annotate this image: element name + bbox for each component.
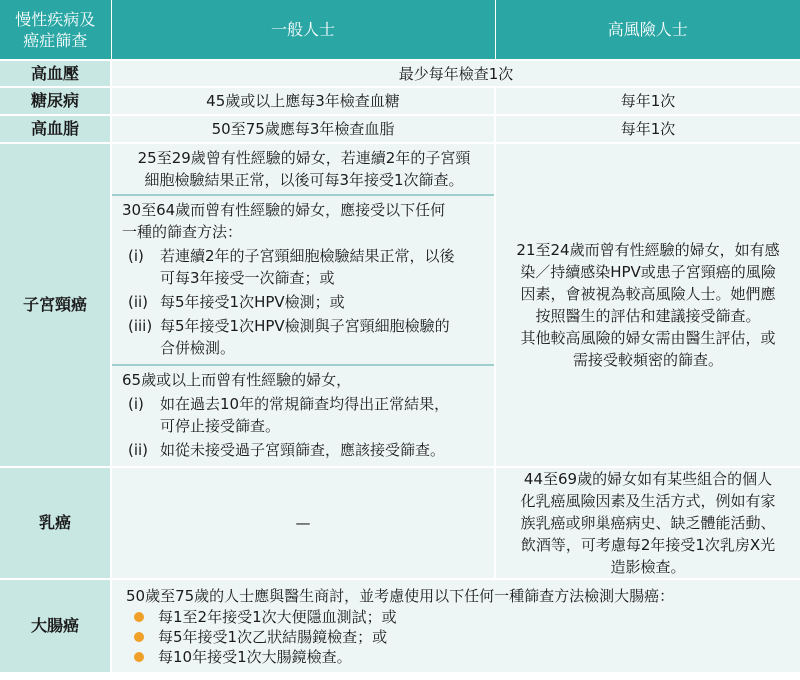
bullet-text: 每10年接受1次大腸鏡檢查。 bbox=[158, 648, 352, 666]
text-line: 可停止接受篩查。 bbox=[160, 417, 281, 435]
header-category-line2: 癌症篩查 bbox=[23, 30, 88, 50]
text-line: 25至29歲曾有性經驗的婦女，若連續2年的子宮頸 bbox=[137, 149, 471, 167]
text-line: 如在過去10年的常規篩查均得出正常結果， bbox=[160, 395, 450, 413]
row-diabetes bbox=[0, 87, 800, 115]
list-item bbox=[126, 627, 792, 647]
list-item bbox=[122, 439, 486, 461]
text-line: 每5年接受1次HPV檢測；或 bbox=[160, 293, 345, 311]
text-line: 需接受較頻密的篩查。 bbox=[572, 351, 723, 369]
text-line: 因素，會被視為較高風險人士。她們應 bbox=[520, 285, 776, 303]
text-line: 飲酒等，可考慮每2年接受1次乳房X光 bbox=[520, 536, 776, 554]
row-hypertension bbox=[0, 60, 800, 87]
list-item bbox=[122, 315, 486, 359]
bullet-icon bbox=[134, 652, 144, 662]
lipids-general: 50至75歲應每3年檢查血脂 bbox=[111, 115, 495, 143]
breast-general: — bbox=[111, 467, 495, 579]
header-row bbox=[0, 0, 800, 60]
text-line: 一種的篩查方法： bbox=[122, 223, 243, 241]
text-line: 65歲或以上而曾有性經驗的婦女， bbox=[122, 371, 352, 389]
header-category-line1: 慢性疾病及 bbox=[15, 9, 96, 29]
row-label: 大腸癌 bbox=[0, 579, 111, 672]
bullet-icon bbox=[134, 612, 144, 622]
lipids-high: 每年1次 bbox=[495, 115, 800, 143]
header-category bbox=[0, 0, 111, 60]
cervical-high bbox=[495, 143, 800, 467]
row-cervical bbox=[0, 143, 800, 467]
breast-high bbox=[495, 467, 800, 579]
diabetes-general: 45歲或以上應每3年檢查血糖 bbox=[111, 87, 495, 115]
hypertension-both: 最少每年檢查1次 bbox=[111, 60, 800, 87]
text-line: 造影檢查。 bbox=[610, 558, 686, 576]
text-line: 如從未接受過子宮頸篩查，應該接受篩查。 bbox=[160, 441, 446, 459]
text-line: 可每3年接受一次篩查；或 bbox=[160, 269, 335, 287]
cervical-block-65-plus bbox=[112, 366, 494, 466]
cervical-block-30-64 bbox=[112, 196, 494, 366]
row-colorectal bbox=[0, 579, 800, 672]
list-item bbox=[122, 393, 486, 437]
row-label: 子宮頸癌 bbox=[0, 143, 111, 467]
header-high-risk: 高風險人士 bbox=[495, 0, 800, 60]
text-line: 若連續2年的子宮頸細胞檢驗結果正常，以後 bbox=[160, 247, 455, 265]
row-label: 乳癌 bbox=[0, 467, 111, 579]
colorectal-both bbox=[111, 579, 800, 672]
text-line: 21至24歲而曾有性經驗的婦女，如有感 bbox=[516, 241, 780, 259]
row-breast bbox=[0, 467, 800, 579]
text-line: 合併檢測。 bbox=[160, 339, 236, 357]
list-number: (ii) bbox=[128, 293, 149, 311]
list-number: (i) bbox=[128, 395, 144, 413]
cervical-general bbox=[111, 143, 495, 467]
list-item bbox=[122, 245, 486, 289]
row-label: 高血脂 bbox=[0, 115, 111, 143]
list-number: (ii) bbox=[128, 441, 149, 459]
row-label: 糖尿病 bbox=[0, 87, 111, 115]
list-number: (iii) bbox=[128, 317, 153, 335]
list-item bbox=[126, 647, 792, 667]
text-line: 族乳癌或卵巢癌病史、缺乏體能活動、 bbox=[520, 514, 776, 532]
diabetes-high: 每年1次 bbox=[495, 87, 800, 115]
text-line: 化乳癌風險因素及生活方式，例如有家 bbox=[520, 492, 776, 510]
bullet-icon bbox=[134, 632, 144, 642]
text-line: 每5年接受1次HPV檢測與子宮頸細胞檢驗的 bbox=[160, 317, 450, 335]
text-line: 30至64歲而曾有性經驗的婦女，應接受以下任何 bbox=[122, 201, 446, 219]
text-line: 其他較高風險的婦女需由醫生評估，或 bbox=[520, 329, 776, 347]
text-line: 44至69歲的婦女如有某些組合的個人 bbox=[523, 470, 773, 488]
list-number: (i) bbox=[128, 247, 144, 265]
colorectal-intro: 50歲至75歲的人士應與醫生商討，並考慮使用以下任何一種篩查方法檢測大腸癌： bbox=[126, 587, 675, 605]
row-label: 高血壓 bbox=[0, 60, 111, 87]
header-general: 一般人士 bbox=[111, 0, 495, 60]
text-line: 按照醫生的評估和建議接受篩查。 bbox=[535, 307, 761, 325]
cervical-block-25-29 bbox=[112, 144, 494, 196]
text-line: 細胞檢驗結果正常，以後可每3年接受1次篩查。 bbox=[144, 171, 464, 189]
list-item bbox=[122, 291, 486, 313]
list-item bbox=[126, 607, 792, 627]
text-line: 染／持續感染HPV或患子宮頸癌的風險 bbox=[520, 263, 776, 281]
row-lipids bbox=[0, 115, 800, 143]
bullet-text: 每5年接受1次乙狀結腸鏡檢查；或 bbox=[158, 628, 388, 646]
bullet-text: 每1至2年接受1次大便隱血測試；或 bbox=[158, 608, 397, 626]
